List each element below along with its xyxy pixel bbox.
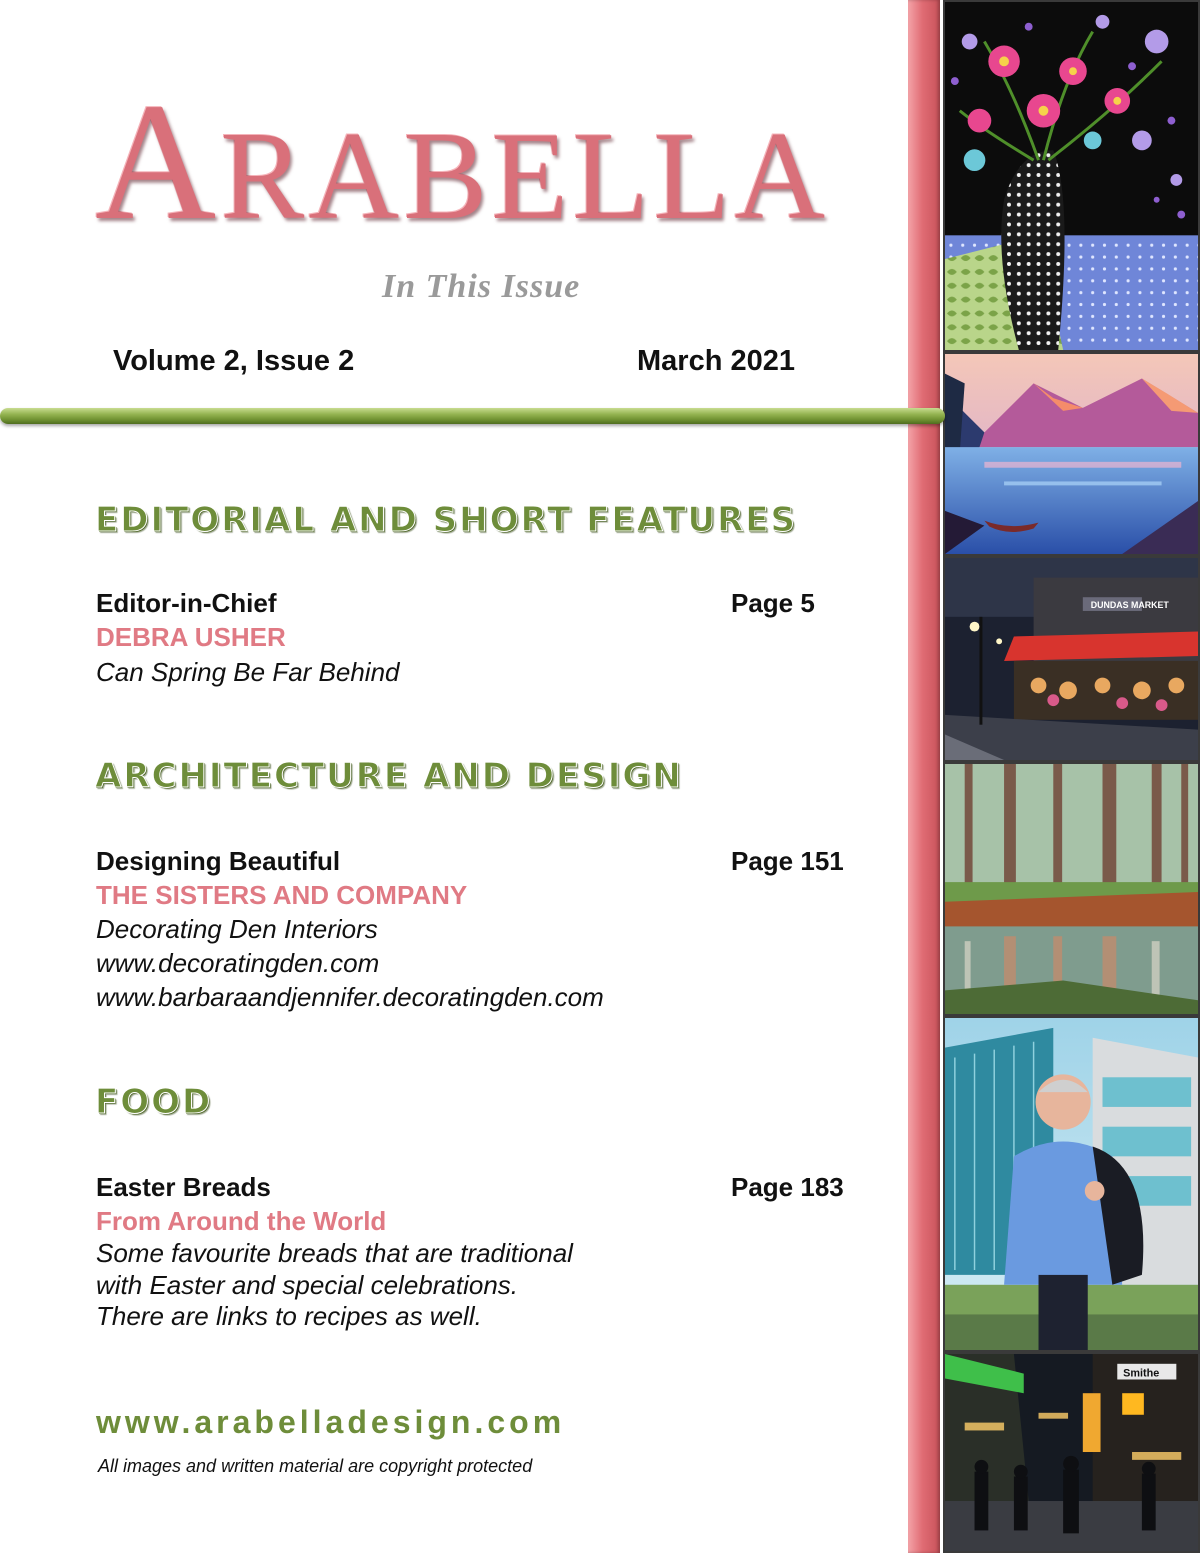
in-this-issue-heading: In This Issue (382, 268, 581, 305)
entry-title-editor: Editor-in-Chief (96, 588, 277, 618)
section-heading-editorial: EDITORIAL AND SHORT FEATURES (95, 500, 798, 540)
market-sign-text: DUNDAS MARKET (1090, 600, 1169, 611)
entry-link[interactable]: www.decoratingden.com (96, 948, 380, 978)
art-tile-market (943, 556, 1200, 762)
masthead-first-letter: A (95, 69, 221, 255)
entry-page-design: Page 151 (731, 846, 844, 876)
volume-issue: Volume 2, Issue 2 (113, 345, 355, 377)
entry-author-editor: DEBRA USHER (96, 622, 286, 652)
entry-description: Decorating Den Interiors (96, 914, 378, 944)
entry-description: There are links to recipes as well. (96, 1301, 482, 1331)
issue-date: March 2021 (637, 345, 795, 377)
art-tile-city (943, 1352, 1200, 1553)
section-heading-food: FOOD (95, 1082, 213, 1122)
pink-side-bar (908, 0, 940, 1553)
entry-page-editor: Page 5 (731, 588, 815, 618)
entry-description: with Easter and special celebrations. (96, 1270, 519, 1300)
art-tile-lake (943, 352, 1200, 556)
entry-description: Some favourite breads that are traditional (96, 1238, 573, 1268)
art-tile-portrait (943, 1016, 1200, 1352)
entry-author-design: THE SISTERS AND COMPANY (96, 880, 468, 910)
section-heading-architecture: ARCHITECTURE AND DESIGN (95, 756, 683, 796)
website-link[interactable]: www.arabelladesign.com (96, 1404, 566, 1440)
art-tile-forest (943, 762, 1200, 1016)
masthead-rest: RABELLA (220, 107, 830, 246)
entry-link[interactable]: www.barbaraandjennifer.decoratingden.com (96, 982, 604, 1012)
street-sign-text: Smithe (1123, 1367, 1160, 1380)
copyright-notice: All images and written material are copyright protected (98, 1456, 533, 1476)
art-tile-flowers (943, 0, 1200, 352)
entry-page-food: Page 183 (731, 1172, 844, 1202)
entry-description: Can Spring Be Far Behind (96, 657, 400, 687)
entry-author-food: From Around the World (96, 1206, 387, 1236)
entry-title-design: Designing Beautiful (96, 846, 341, 876)
entry-title-food: Easter Breads (96, 1172, 271, 1202)
green-divider-rule (0, 408, 945, 424)
masthead-logo (95, 69, 830, 255)
